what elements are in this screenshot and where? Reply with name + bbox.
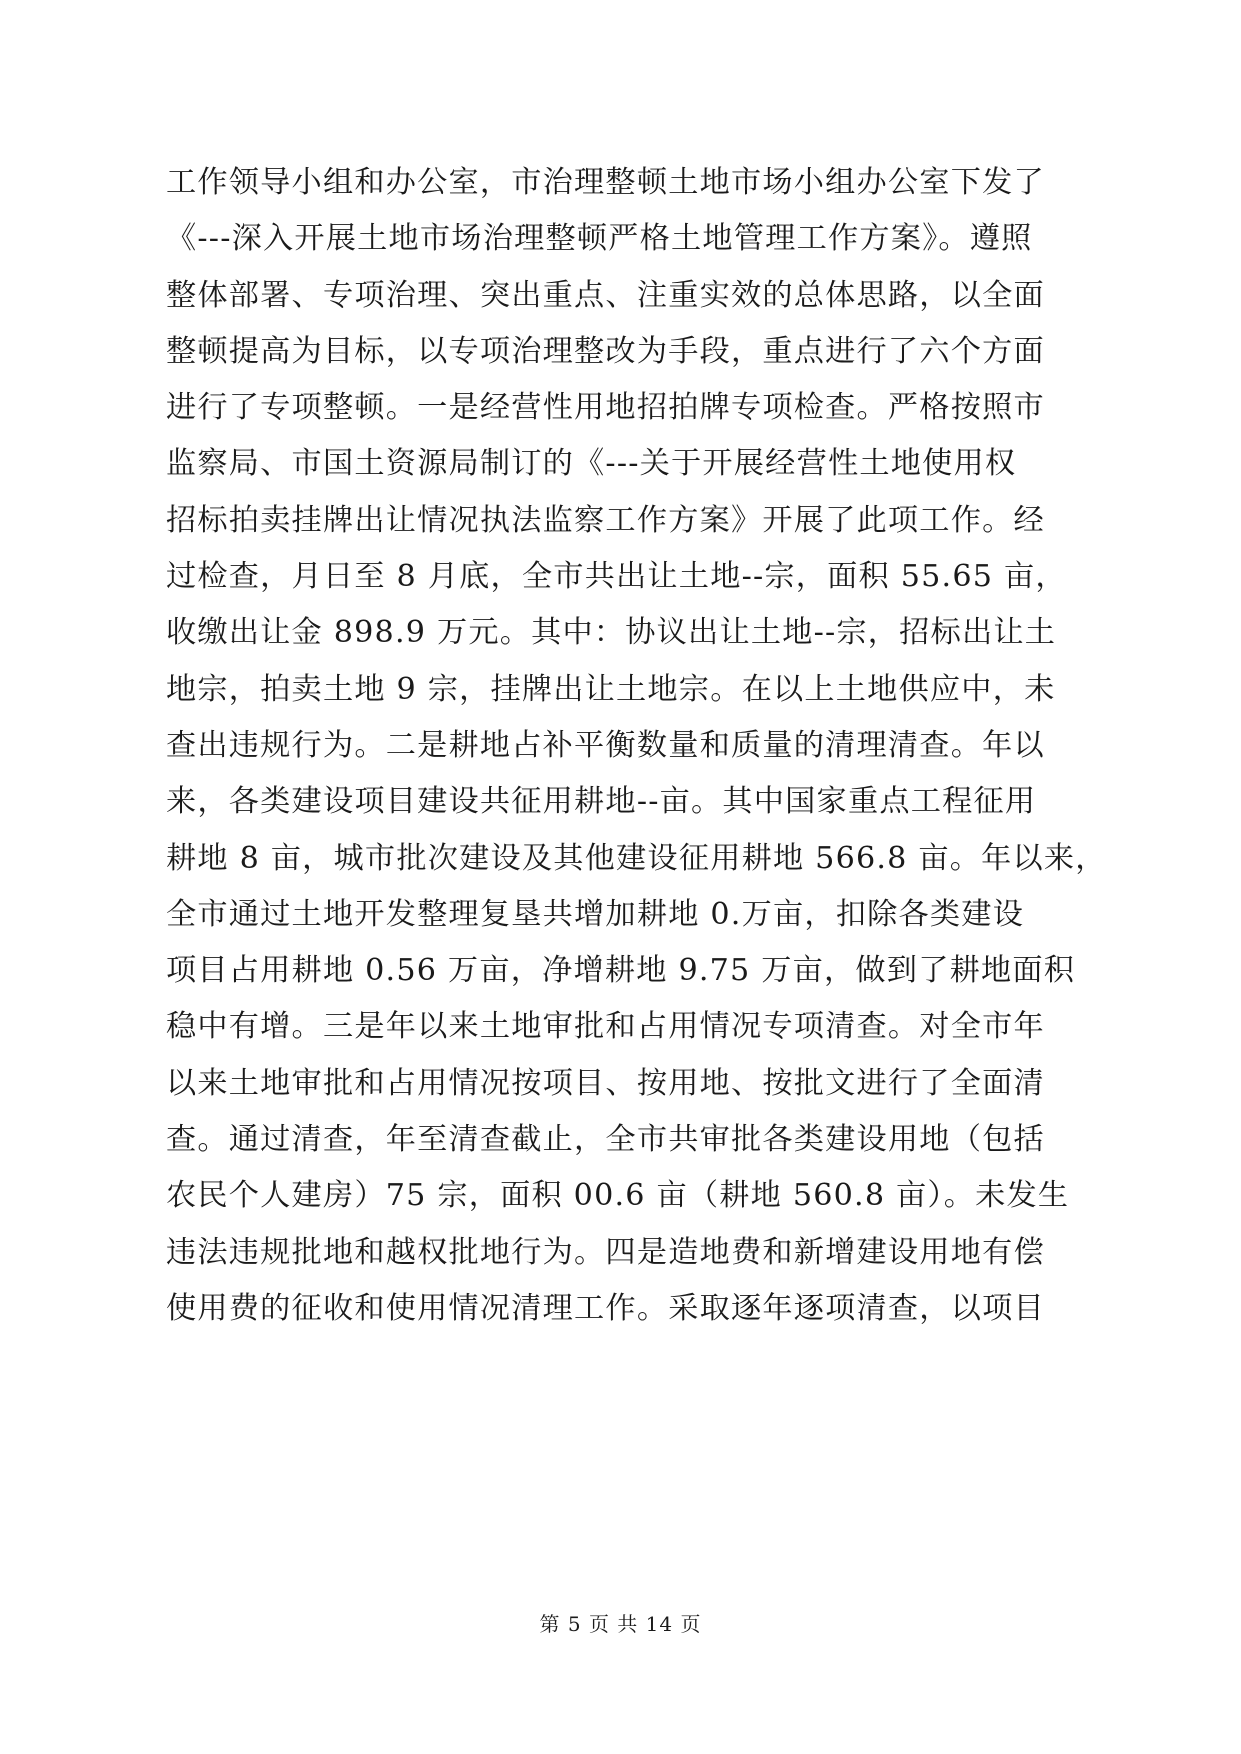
text-line: 过检查，月日至 8 月底，全市共出让土地--宗，面积 55.65 亩， bbox=[166, 559, 1067, 595]
text-line: 来，各类建设项目建设共征用耕地--亩。其中国家重点工程征用 bbox=[166, 784, 1037, 820]
text-line: 稳中有增。三是年以来土地审批和占用情况专项清查。对全市年 bbox=[166, 1009, 1045, 1045]
text-line: 查。通过清查，年至清查截止，全市共审批各类建设用地（包括 bbox=[166, 1122, 1045, 1158]
page-footer: 第 5 页 共 14 页 bbox=[539, 1612, 702, 1636]
text-line: 整顿提高为目标，以专项治理整改为手段，重点进行了六个方面 bbox=[166, 333, 1045, 369]
text-line: 违法违规批地和越权批地行为。四是造地费和新增建设用地有偿 bbox=[166, 1234, 1045, 1270]
text-line: 工作领导小组和办公室，市治理整顿土地市场小组办公室下发了 bbox=[166, 165, 1045, 200]
body-text bbox=[166, 155, 1107, 1337]
text-line: 进行了专项整顿。一是经营性用地招拍牌专项检查。严格按照市 bbox=[166, 390, 1045, 426]
text-line: 《---深入开展土地市场治理整顿严格土地管理工作方案》。遵照 bbox=[166, 221, 1033, 257]
text-line: 查出违规行为。二是耕地占补平衡数量和质量的清理清查。年以 bbox=[166, 727, 1045, 763]
text-line: 项目占用耕地 0.56 万亩，净增耕地 9.75 万亩，做到了耕地面积 bbox=[166, 953, 1076, 989]
text-line: 农民个人建房）75 宗，面积 00.6 亩（耕地 560.8 亩）。未发生 bbox=[166, 1178, 1070, 1214]
text-line: 耕地 8 亩，城市批次建设及其他建设征用耕地 566.8 亩。年以来， bbox=[166, 840, 1107, 876]
text-line: 监察局、市国土资源局制订的《---关于开展经营性土地使用权 bbox=[166, 446, 1017, 482]
text-line: 收缴出让金 898.9 万元。其中：协议出让土地--宗，招标出让土 bbox=[166, 615, 1057, 651]
text-line: 全市通过土地开发整理复垦共增加耕地 0.万亩，扣除各类建设 bbox=[166, 896, 1025, 932]
text-line: 使用费的征收和使用情况清理工作。采取逐年逐项清查，以项目 bbox=[166, 1290, 1045, 1326]
text-line: 以来土地审批和占用情况按项目、按用地、按批文进行了全面清 bbox=[166, 1065, 1045, 1101]
text-line: 招标拍卖挂牌出让情况执法监察工作方案》开展了此项工作。经 bbox=[166, 502, 1045, 538]
text-line: 整体部署、专项治理、突出重点、注重实效的总体思路，以全面 bbox=[166, 277, 1045, 313]
text-line: 地宗，拍卖土地 9 宗，挂牌出让土地宗。在以上土地供应中，未 bbox=[166, 671, 1056, 707]
